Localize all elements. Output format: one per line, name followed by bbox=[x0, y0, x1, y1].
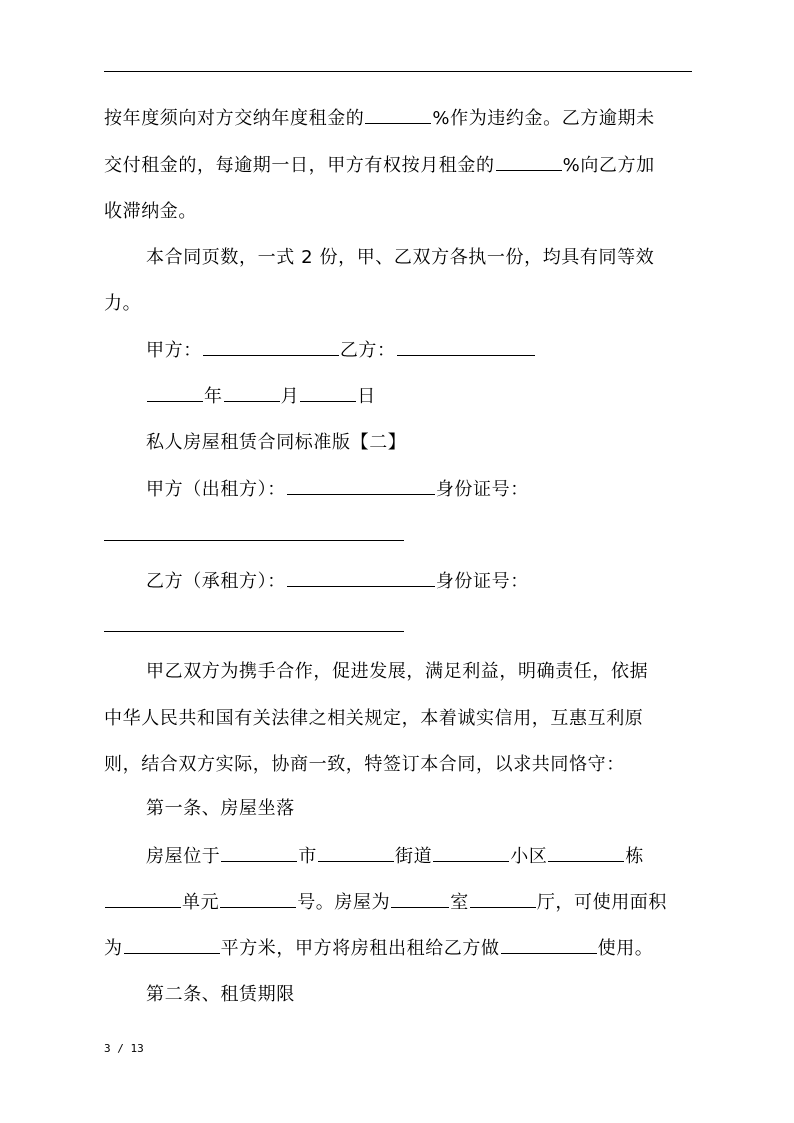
street-blank bbox=[318, 844, 394, 862]
paragraph-line: 房屋位于 市 街道 小区 栋 bbox=[146, 846, 645, 867]
hall-blank bbox=[470, 890, 536, 908]
area-blank bbox=[124, 936, 220, 954]
lessor-name-blank bbox=[287, 477, 435, 495]
paragraph-line: 单元 号。房屋为 室 厅，可使用面积 bbox=[104, 890, 667, 915]
room-blank bbox=[391, 890, 449, 908]
usage-blank bbox=[501, 936, 597, 954]
header-rule bbox=[104, 71, 692, 72]
lessee-id-blank bbox=[104, 631, 404, 632]
month-blank bbox=[224, 384, 280, 402]
lessor-line: 甲方（出租方）： 身份证号： bbox=[146, 479, 529, 500]
number-blank bbox=[220, 890, 296, 908]
article-heading: 第二条、租赁期限 bbox=[146, 984, 295, 1005]
article-heading: 第一条、房屋坐落 bbox=[146, 798, 295, 819]
party-a-blank bbox=[203, 338, 339, 356]
year-blank bbox=[147, 384, 203, 402]
unit-blank bbox=[105, 890, 181, 908]
paragraph-line: 中华人民共和国有关法律之相关规定，本着诚实信用，互惠互利原 bbox=[104, 708, 644, 729]
date-line: 年 月 日 bbox=[146, 384, 376, 409]
paragraph-line: 为 平方米，甲方将房租出租给乙方做 使用。 bbox=[104, 938, 654, 959]
blank-underline bbox=[365, 106, 431, 124]
paragraph-line: 交付租金的，每逾期一日，甲方有权按月租金的 %向乙方加 bbox=[104, 155, 655, 176]
section-title: 私人房屋租赁合同标准版【二】 bbox=[146, 432, 407, 453]
paragraph-line: 力。 bbox=[104, 293, 142, 314]
day-blank bbox=[300, 384, 356, 402]
community-blank bbox=[433, 844, 509, 862]
paragraph-line: 本合同页数，一式 2 份，甲、乙双方各执一份，均具有同等效 bbox=[146, 247, 655, 268]
paragraph-line: 按年度须向对方交纳年度租金的 %作为违约金。乙方逾期未 bbox=[104, 108, 655, 129]
party-b-blank bbox=[397, 338, 535, 356]
lessor-id-blank bbox=[104, 540, 404, 541]
paragraph-line: 甲乙双方为携手合作，促进发展，满足利益，明确责任，依据 bbox=[146, 661, 649, 682]
building-blank bbox=[548, 844, 624, 862]
city-blank bbox=[221, 844, 297, 862]
paragraph-line: 则，结合双方实际，协商一致，特签订本合同，以求共同恪守： bbox=[104, 754, 625, 775]
lessee-name-blank bbox=[287, 569, 435, 587]
blank-underline bbox=[496, 153, 562, 171]
page-number: 3 / 13 bbox=[104, 1042, 144, 1055]
lessee-line: 乙方（承租方）： 身份证号： bbox=[146, 571, 529, 592]
signature-line: 甲方： 乙方： bbox=[146, 338, 536, 363]
paragraph-line: 收滞纳金。 bbox=[104, 201, 197, 222]
